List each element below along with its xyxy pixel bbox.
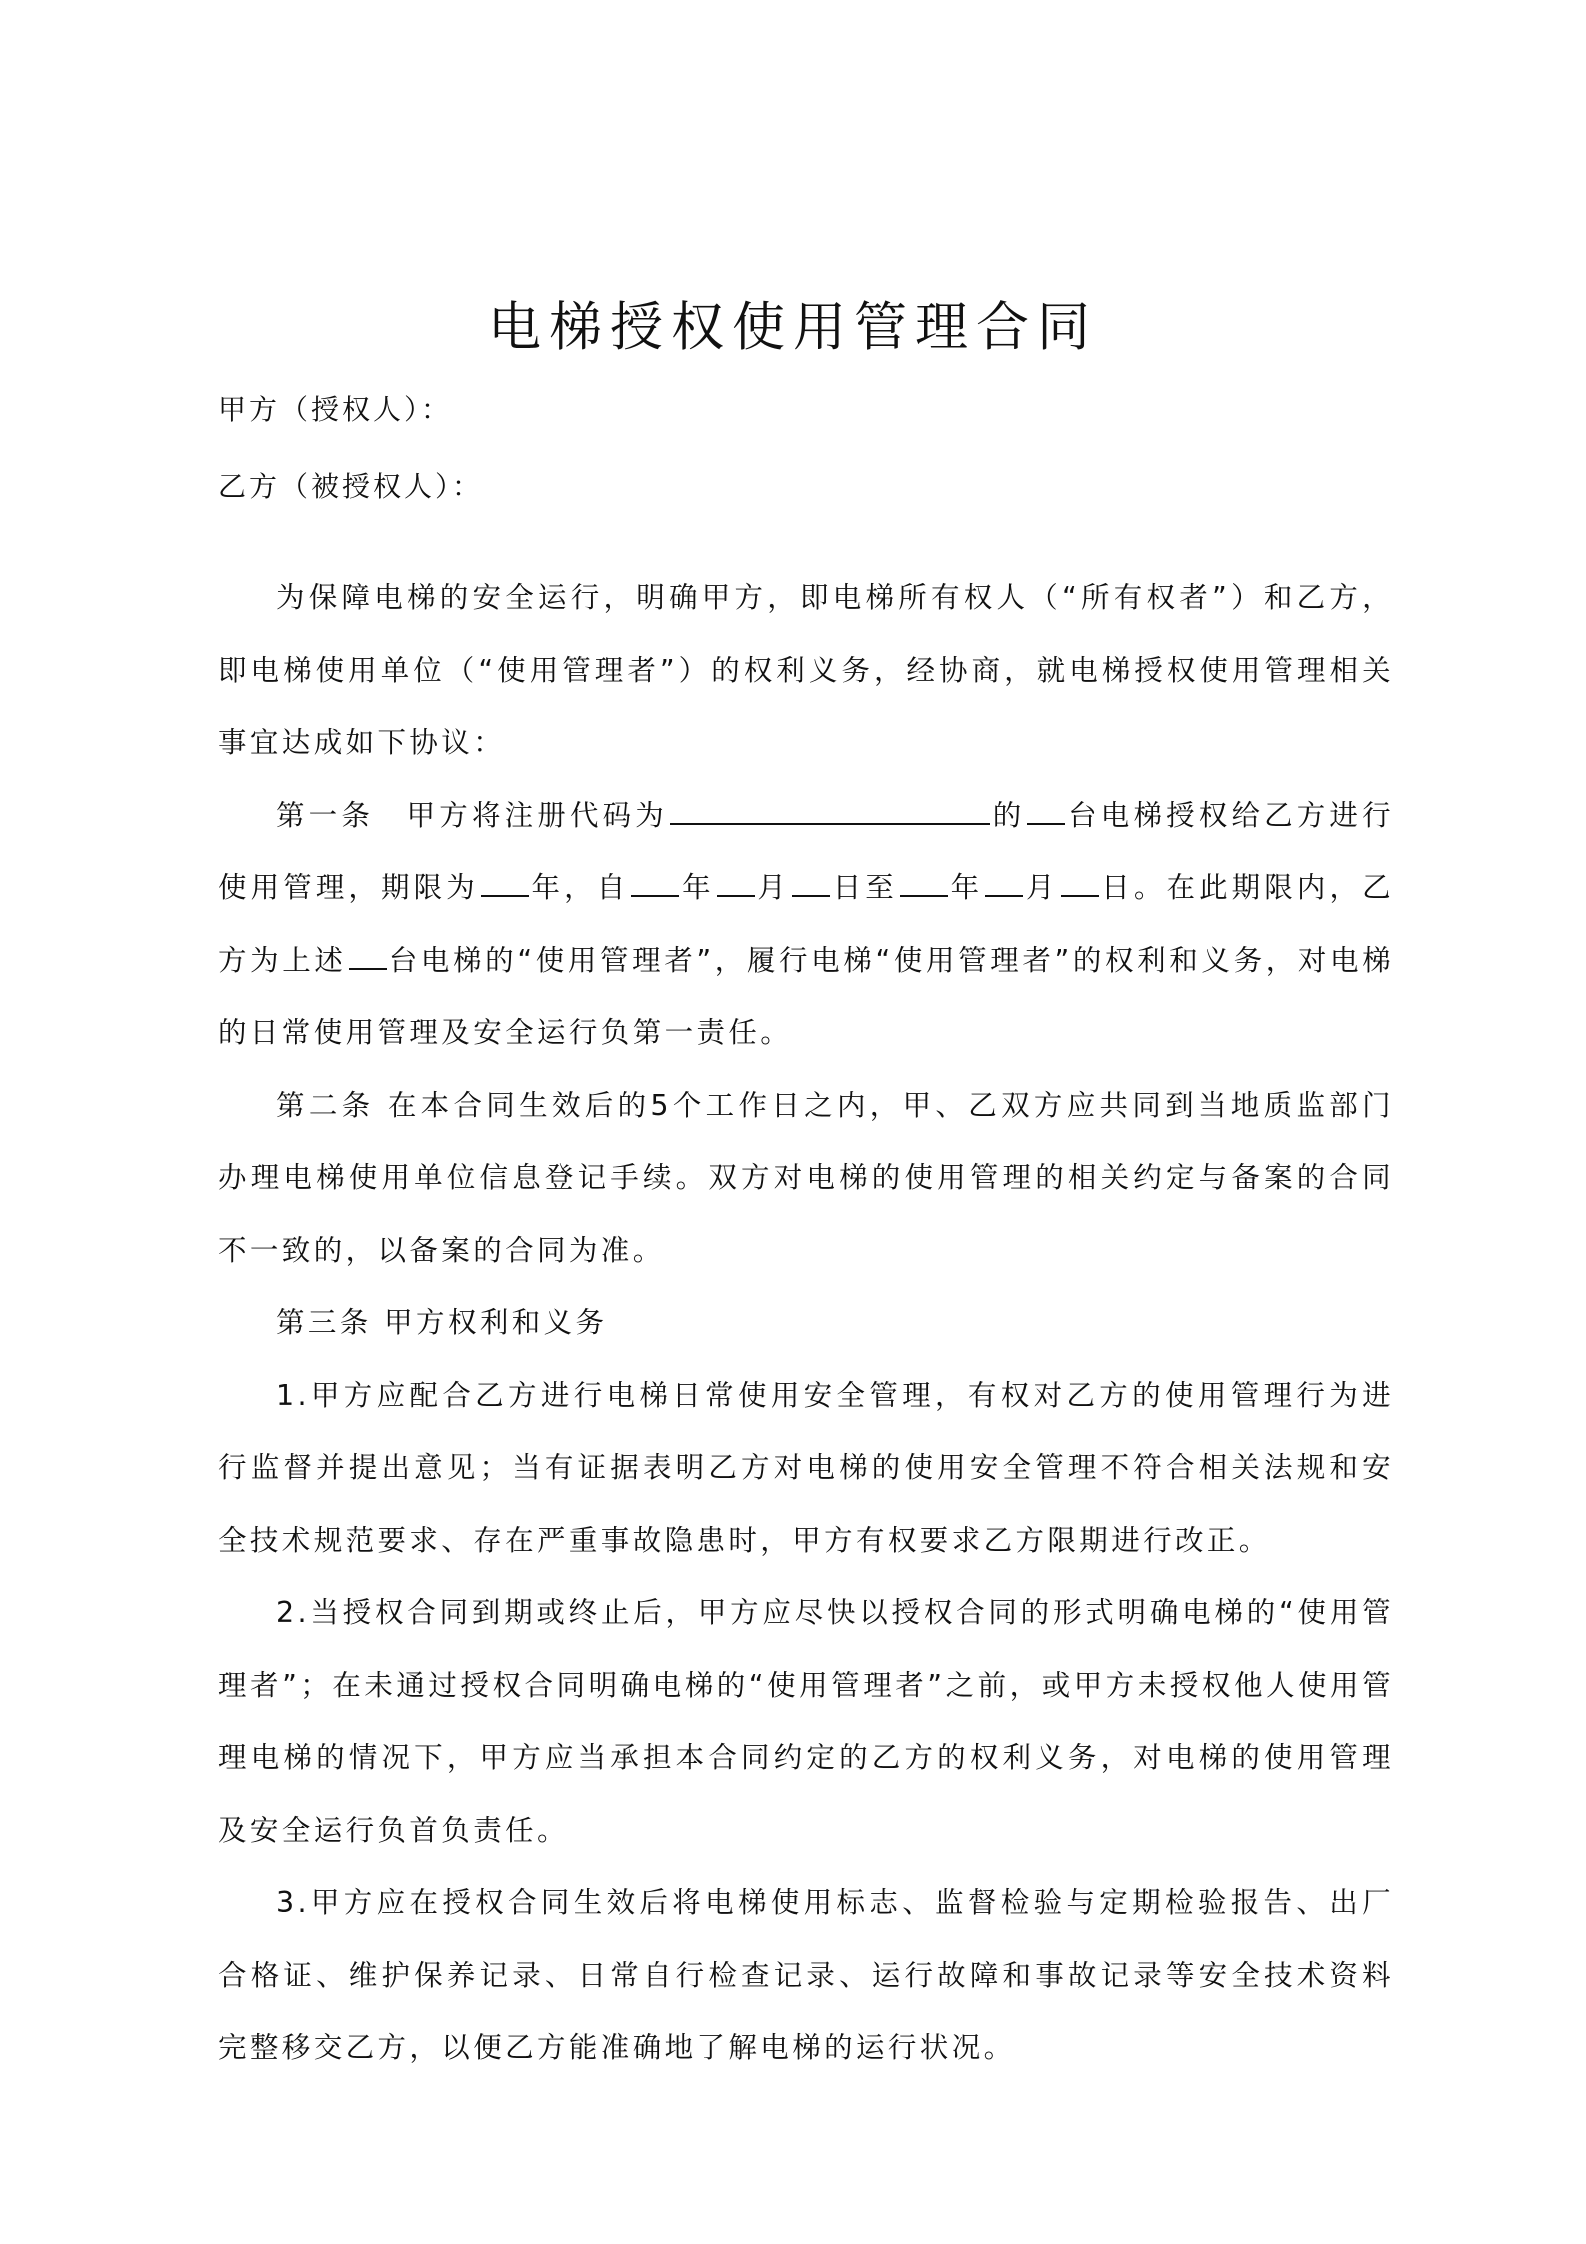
party-b-line: 乙方（被授权人）：: [218, 470, 484, 503]
start-month-blank[interactable]: [717, 871, 755, 897]
article-3-heading: 第三条 甲方权利和义务: [276, 1306, 608, 1339]
start-day-blank[interactable]: [792, 871, 830, 897]
article-1-text-4: 年，自: [530, 871, 630, 904]
intro-paragraph: 为保障电梯的安全运行，明确甲方，即电梯所有权人（“所有权者”）和乙方，即电梯使用单位（“使用管理者”）的权利义务，经协商，就电梯授权使用管理相关事宜达成如下协议：: [218, 581, 1394, 759]
end-day-blank[interactable]: [1061, 871, 1099, 897]
article-1-text-9: 月: [1025, 871, 1059, 904]
article-1-text-11: 台电梯的“使用管理者”，履行电梯“使用管理者”的权利和义务，对电梯的日常使用管理及安全运行负第一责任。: [218, 943, 1395, 1049]
article-3-item-2: 2.当授权合同到期或终止后，甲方应尽快以授权合同的形式明确电梯的“使用管理者”；在未通过授权合同明确电梯的“使用管理者”之前，或甲方未授权他人使用管理电梯的情况下，甲方应当承担本合同约定的乙方的权利义务，对电梯的使用管理及安全运行负首负责任。: [218, 1596, 1394, 1847]
end-month-blank[interactable]: [985, 871, 1023, 897]
term-years-blank[interactable]: [481, 871, 529, 897]
elevator-count-blank-2[interactable]: [349, 944, 387, 970]
article-1-text-7: 日至: [832, 871, 898, 904]
article-1-text-10: 日。在此期限内，乙方为上述: [218, 871, 1394, 977]
article-3-item-3: 3.甲方应在授权合同生效后将电梯使用标志、监督检验与定期检验报告、出厂合格证、维护保养记录、日常自行检查记录、运行故障和事故记录等安全技术资料完整移交乙方，以便乙方能准确地了解电梯的运行状况。: [218, 1886, 1394, 2064]
article-1-text-6: 月: [756, 871, 790, 904]
article-1-text-5: 年: [681, 871, 715, 904]
end-year-blank[interactable]: [900, 871, 948, 897]
party-a-line: 甲方（授权人）：: [218, 393, 453, 426]
elevator-count-blank[interactable]: [1027, 799, 1065, 825]
registration-code-blank[interactable]: [670, 799, 990, 825]
contract-body: [218, 562, 1394, 2085]
start-year-blank[interactable]: [631, 871, 679, 897]
article-1-text-8: 年: [949, 871, 984, 904]
article-1-text-1: 第一条 甲方将注册代码为: [276, 798, 668, 832]
article-2: 第二条 在本合同生效后的5个工作日之内，甲、乙双方应共同到当地质监部门办理电梯使用单位信息登记手续。双方对电梯的使用管理的相关约定与备案的合同不一致的，以备案的合同为准。: [218, 1088, 1394, 1267]
article-1: [218, 780, 1394, 1070]
article-1-text-3: 台电梯授权给乙方进行使用管理，期限为: [218, 798, 1394, 904]
article-3-item-1: 1.甲方应配合乙方进行电梯日常使用安全管理，有权对乙方的使用管理行为进行监督并提出意见；当有证据表明乙方对电梯的使用安全管理不符合相关法规和安全技术规范要求、存在严重事故隐患时，甲方有权要求乙方限期进行改正。: [218, 1378, 1394, 1557]
document-title: 电梯授权使用管理合同: [488, 297, 1098, 358]
article-1-text-2: 的: [991, 798, 1026, 832]
